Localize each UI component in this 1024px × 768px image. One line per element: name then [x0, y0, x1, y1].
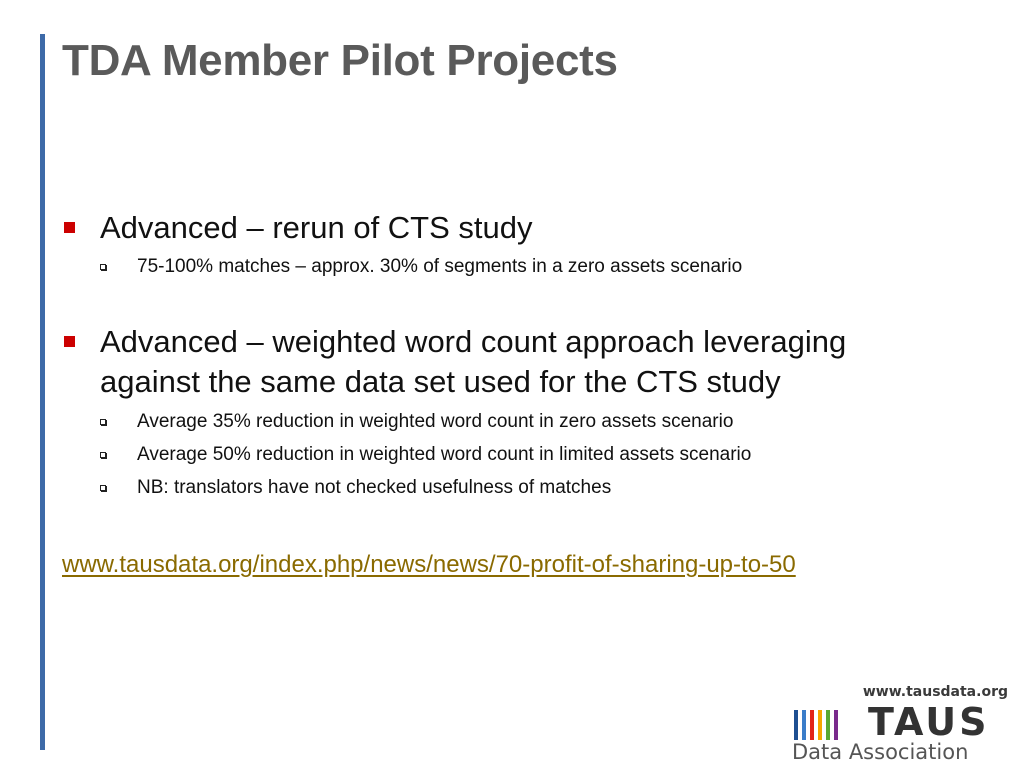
logo-bar [818, 710, 822, 740]
hollow-square-bullet-icon [100, 485, 106, 491]
sub-bullet-text: Average 35% reduction in weighted word count in zero assets scenario [137, 411, 734, 432]
logo-url-text: www.tausdata.org [862, 684, 1008, 700]
bullet-text: Advanced – weighted word count approach leveraging against the same data set used for the CTS study [100, 324, 847, 399]
logo-bar [794, 710, 798, 740]
sub-bullet-item [100, 443, 940, 467]
slide-left-rule [40, 34, 45, 750]
logo-name-text: TAUS [868, 700, 990, 744]
bullet-item [62, 208, 942, 248]
hollow-square-bullet-icon [100, 419, 106, 425]
square-bullet-icon [64, 336, 75, 347]
sub-bullet-text: 75-100% matches – approx. 30% of segments in a zero assets scenario [137, 256, 743, 277]
hollow-square-bullet-icon [100, 452, 106, 458]
logo-subtitle-text: Data Association [792, 740, 969, 764]
hollow-square-bullet-icon [100, 264, 106, 270]
bullet-item [62, 322, 942, 402]
square-bullet-icon [64, 222, 75, 233]
logo-bar [826, 710, 830, 740]
sub-bullet-text: NB: translators have not checked usefulness of matches [137, 477, 612, 498]
sub-bullet-item [100, 476, 940, 500]
logo-bar [802, 710, 806, 740]
sub-bullet-text: Average 50% reduction in weighted word count in limited assets scenario [137, 444, 752, 465]
sub-bullet-item [100, 255, 940, 279]
logo-color-bars-icon [794, 710, 838, 740]
logo-bar [834, 710, 838, 740]
bullet-text: Advanced – rerun of CTS study [100, 210, 533, 245]
taus-logo [790, 682, 1014, 768]
slide-title: TDA Member Pilot Projects [62, 36, 618, 85]
news-link[interactable]: www.tausdata.org/index.php/news/news/70-profit-of-sharing-up-to-50 [62, 551, 796, 578]
sub-bullet-item [100, 410, 940, 434]
logo-bar [810, 710, 814, 740]
